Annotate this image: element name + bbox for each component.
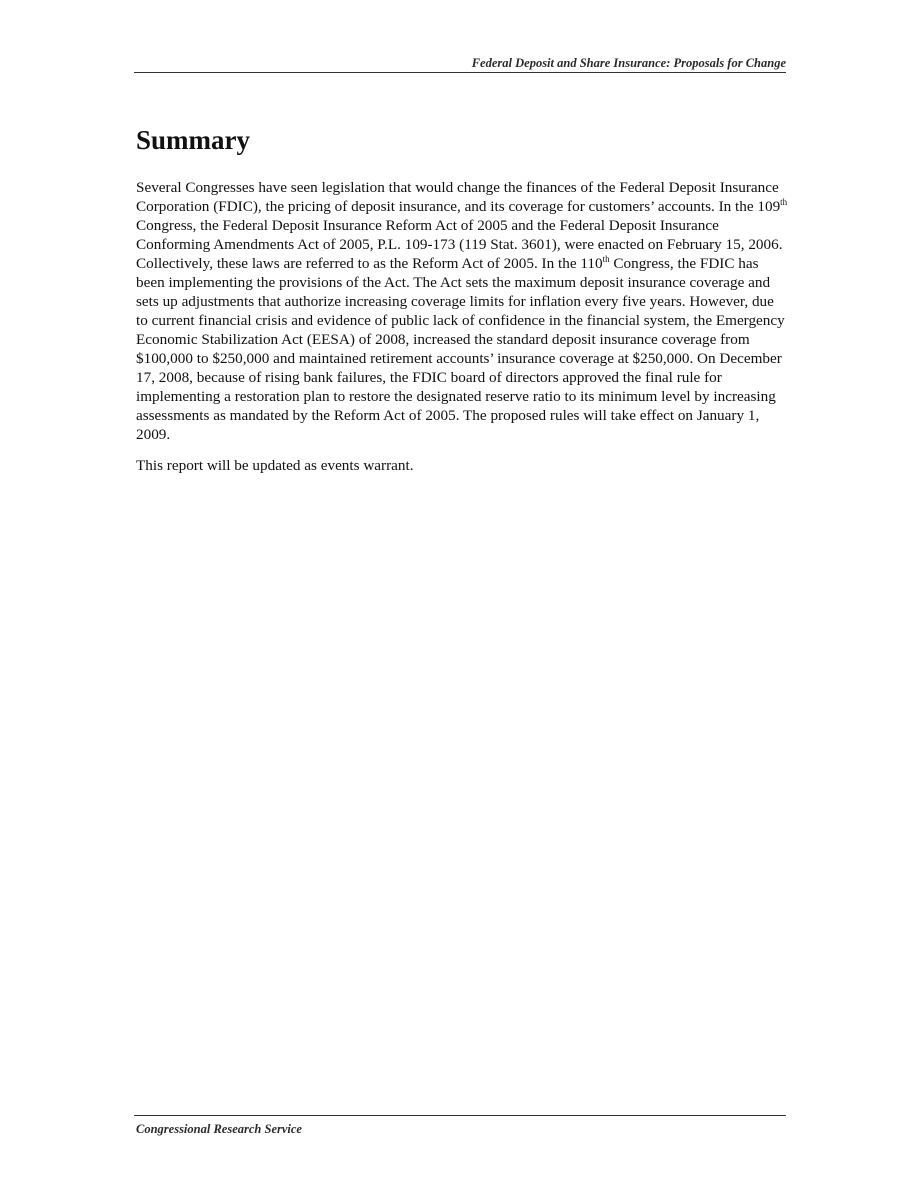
summary-paragraph-2: This report will be updated as events warrant. [136, 457, 414, 474]
header-rule [134, 72, 786, 73]
summary-paragraph-1-part-b: Congress, the Federal Deposit Insurance Reform Act of 2005 and the Federal Deposit Insurance Conforming Amendments Act of 2005, P.L. 109-173 (119 Stat. 3601), were enacted on February 15, 2006. Collectively, these laws are referred to as the Reform Act of 2005. In the 110 [136, 217, 783, 272]
running-header: Federal Deposit and Share Insurance: Proposals for Change [471, 56, 786, 70]
page-title: Summary [136, 125, 250, 155]
summary-paragraph-1-part-c: Congress, the FDIC has been implementing the provisions of the Act. The Act sets the maximum deposit insurance coverage and sets up adjustments that authorize increasing coverage limits for inflation every five years. However, due to current financial crisis and evidence of public lack of confidence in the financial system, the Emergency Economic Stabilization Act (EESA) of 2008, increased the standard deposit insurance coverage from $100,000 to $250,000 and maintained retirement accounts’ insurance coverage at $250,000. On December 17, 2008, because of rising bank failures, the FDIC board of directors approved the final rule for implementing a restoration plan to restore the designated reserve ratio to its minimum level by increasing assessments as mandated by the Reform Act of 2005. The proposed rules will take effect on January 1, 2009. [136, 255, 785, 443]
summary-body [136, 178, 788, 487]
ordinal-suffix: th [602, 254, 610, 264]
summary-paragraph-1-part-a: Several Congresses have seen legislation that would change the finances of the Federal Deposit Insurance Corporation (FDIC), the pricing of deposit insurance, and its coverage for customers’ accounts. In the 109 [136, 179, 781, 215]
footer-rule [134, 1115, 786, 1116]
summary-paragraph-1 [136, 178, 788, 444]
ordinal-suffix: th [780, 197, 788, 207]
footer-publisher: Congressional Research Service [136, 1122, 302, 1136]
